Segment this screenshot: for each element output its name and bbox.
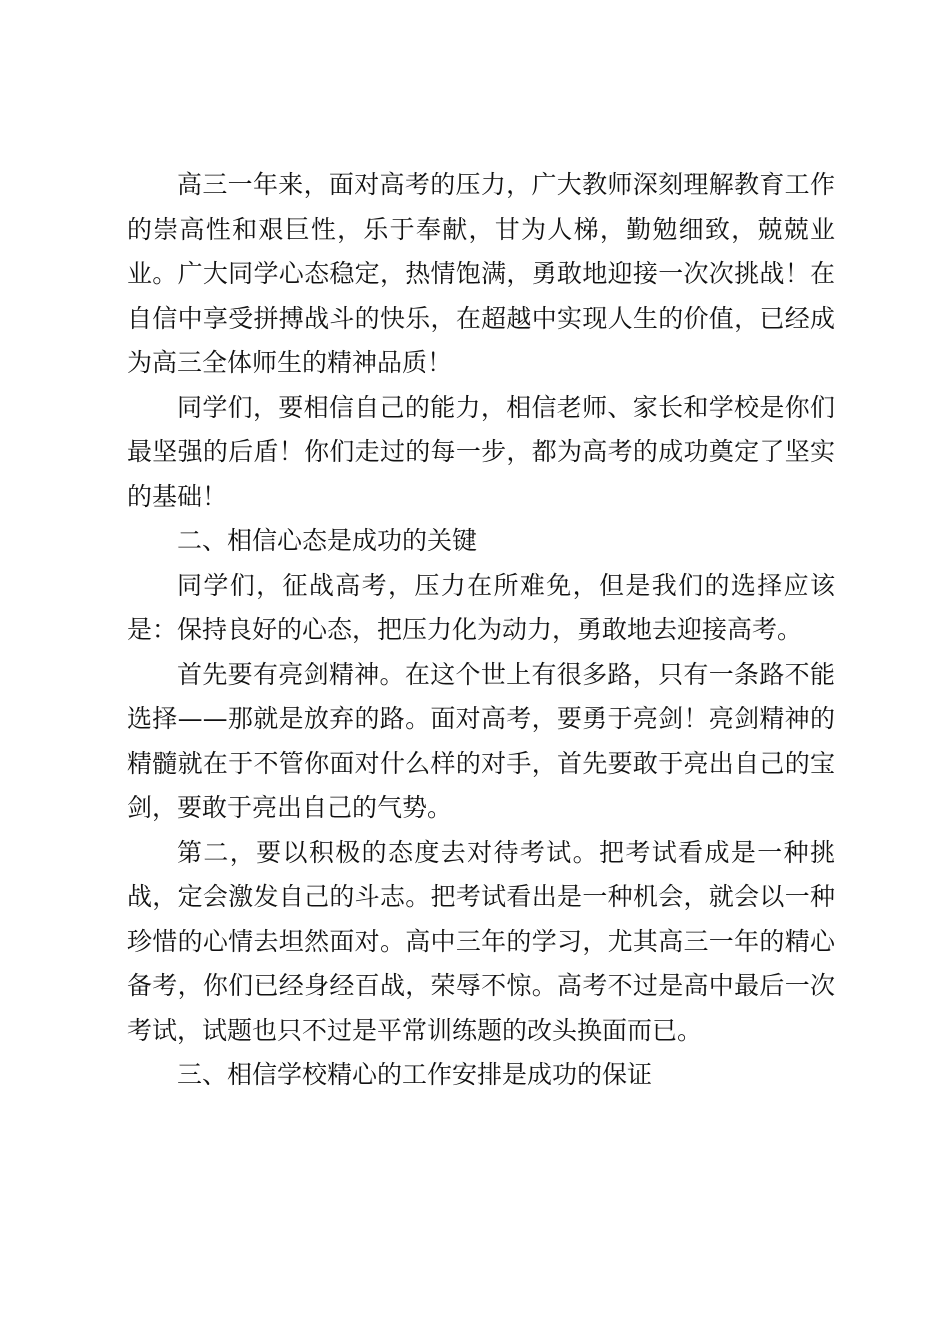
- paragraph-pressure: 同学们，征战高考，压力在所难免，但是我们的选择应该是：保持良好的心态，把压力化为动力，勇敢地去迎接高考。: [127, 570, 835, 644]
- paragraph-believe-ability: 同学们，要相信自己的能力，相信老师、家长和学校是你们最坚强的后盾！你们走过的每一步，都为高考的成功奠定了坚实的基础！: [127, 392, 835, 511]
- paragraph-teachers-students: 高三一年来，面对高考的压力，广大教师深刻理解教育工作的崇高性和艰巨性，乐于奉献，甘为人梯，勤勉细致，兢兢业业。广大同学心态稳定，热情饱满，勇敢地迎接一次次挑战！在自信中享受拼搏战斗的快乐，在超越中实现人生的价值，已经成为高三全体师生的精神品质！: [127, 170, 835, 377]
- paragraph-positive-attitude: 第二，要以积极的态度去对待考试。把考试看成是一种挑战，定会激发自己的斗志。把考试看出是一种机会，就会以一种珍惜的心情去坦然面对。高中三年的学习，尤其高三一年的精心备考，你们已经身经百战，荣辱不惊。高考不过是高中最后一次考试，试题也只不过是平常训练题的改头换面而已。: [127, 837, 835, 1045]
- section-heading-mindset: 二、相信心态是成功的关键: [177, 526, 478, 555]
- paragraph-sword-spirit: 首先要有亮剑精神。在这个世上有很多路，只有一条路不能选择——那就是放弃的路。面对高考，要勇于亮剑！亮剑精神的精髓就在于不管你面对什么样的对手，首先要敢于亮出自己的宝剑，要敢于亮出自己的气势。: [127, 659, 835, 822]
- document-body: [127, 163, 835, 1098]
- section-heading-school-arrangements: 三、相信学校精心的工作安排是成功的保证: [177, 1060, 653, 1089]
